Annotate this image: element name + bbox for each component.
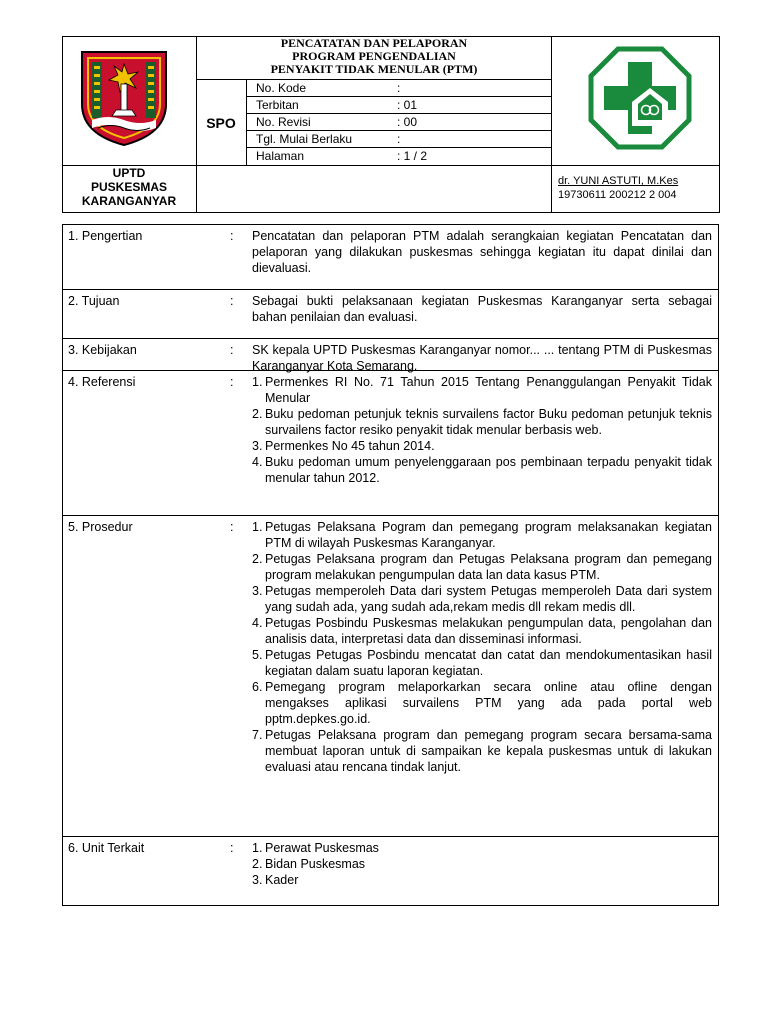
organization-name: UPTD PUSKESMAS KARANGANYAR xyxy=(81,166,177,208)
meta-row-terbitan: Terbitan : 01 xyxy=(256,98,418,112)
puskesmas-logo xyxy=(588,46,692,150)
section-label: 4. Referensi xyxy=(68,375,136,389)
section-pengertian: 1. Pengertian : Pencatatan dan pelaporan PTM adalah serangkaian kegiatan Pencatatan dan pelaporan yang dilakukan puskesmas sehingga kegiatan itu dapat dinilai dan dievaluasi. xyxy=(68,229,712,275)
list-item: 2. Petugas Pelaksana program dan Petugas Pelaksana program dan pemegang program melakukan pengumpulan data lan data kasus PTM. xyxy=(252,552,712,582)
meta-row-revisi: No. Revisi : 00 xyxy=(256,115,418,129)
procedure-list xyxy=(252,519,712,775)
section-text: Sebagai bukti pelaksanaan kegiatan Puskesmas Karanganyar serta sebagai bahan penilaian dan evaluasi. xyxy=(252,294,712,324)
section-prosedur: 5. Prosedur : 1. Petugas Pelaksana Pogram dan pemegang program melaksanakan kegiatan PTM di wilayah Puskesmas Karanganyar. 2. Petugas Pelaksana program dan Petugas Pelaksana program dan pemegang program melakukan pengumpulan data lan data kasus PTM. 3. Petugas memperoleh Data dari system Petugas memperoleh Data dari system yang sudah ada, yang sudah ada,rekam medis dll rekam medis dll. 4. Petugas Posbindu Puskesmas melakukan pengumpulan data, pengolahan dan analisis data, interpretasi data dan disseminasi informasi. 5. Petugas Petugas Posbindu mencatat dan catat dan mendokumentasikan hasil kegiatan dalam suatu laporan kegiatan. 6. Pemegang program melaporkarkan secara online atau ofline dengan mengakses aplikasi survailens PTM yang ada pada portal web pptm.depkes.go.id. 7. Petugas Pelaksana program dan pemegang program secara bersama-sama membuat laporan untuk di sampaikan ke kepala puskesmas untuk di lakukan evaluasi atau rencana tindak lanjut. xyxy=(68,520,712,774)
list-item: 3. Kader xyxy=(252,873,299,887)
list-item: 1. Permenkes RI No. 71 Tahun 2015 Tentang Penanggulangan Penyakit Tidak Menular xyxy=(252,375,712,405)
section-label: 6. Unit Terkait xyxy=(68,841,145,855)
list-item: 3. Petugas memperoleh Data dari system Petugas memperoleh Data dari system yang sudah ada, yang sudah ada,rekam medis dll rekam medis dll. xyxy=(252,584,712,614)
list-item: 1. Petugas Pelaksana Pogram dan pemegang program melaksanakan kegiatan PTM di wilayah Puskesmas Karanganyar. xyxy=(252,520,712,550)
section-unit-terkait: 6. Unit Terkait : 1. Perawat Puskesmas 2. Bidan Puskesmas 3. Kader xyxy=(62,837,719,905)
meta-row-halaman: Halaman : 1 / 2 xyxy=(256,149,428,163)
document-title: PENCATATAN DAN PELAPORAN PROGRAM PENGENDALIAN PENYAKIT TIDAK MENULAR (PTM) xyxy=(270,36,478,76)
signatory-name: dr. YUNI ASTUTI, M.Kes xyxy=(558,175,679,187)
section-label: 3. Kebijakan xyxy=(68,343,137,357)
list-item: 1. Perawat Puskesmas xyxy=(252,841,379,855)
reference-list xyxy=(252,374,712,486)
unit-list xyxy=(252,840,712,888)
list-item: 2. Bidan Puskesmas xyxy=(252,857,366,871)
meta-row-kode: No. Kode : xyxy=(256,81,401,95)
list-item: 2. Buku pedoman petunjuk teknis survailens factor Buku pedoman petunjuk teknis survailens factor resiko penyakit tidak menular berbasis web. xyxy=(252,407,712,437)
list-item: 6. Pemegang program melaporkarkan secara online atau ofline dengan mengakses aplikasi survailens PTM yang ada pada portal web pptm.depkes.go.id. xyxy=(252,680,712,726)
list-item: 3. Permenkes No 45 tahun 2014. xyxy=(252,439,435,453)
list-item: 5. Petugas Petugas Posbindu mencatat dan catat dan mendokumentasikan hasil kegiatan dalam suatu laporan kegiatan. xyxy=(252,648,712,678)
section-text: Pencatatan dan pelaporan PTM adalah serangkaian kegiatan Pencatatan dan pelaporan yang dilakukan puskesmas sehingga kegiatan itu dapat dinilai dan dievaluasi. xyxy=(252,229,712,275)
signatory xyxy=(552,165,720,212)
section-kebijakan: 3. Kebijakan : SK kepala UPTD Puskesmas Karanganyar nomor... ... tentang PTM di Puskesmas Karanganyar Kota Semarang. xyxy=(68,343,712,373)
section-label: 2. Tujuan xyxy=(68,294,120,308)
section-text: SK kepala UPTD Puskesmas Karanganyar nomor... ... tentang PTM di Puskesmas Karanganyar Kota Semarang. xyxy=(252,343,712,373)
meta-row-tgl-berlaku: Tgl. Mulai Berlaku : xyxy=(256,132,401,146)
section-tujuan: 2. Tujuan : Sebagai bukti pelaksanaan kegiatan Puskesmas Karanganyar serta sebagai bahan penilaian dan evaluasi. xyxy=(68,294,712,324)
list-item: 4. Petugas Posbindu Puskesmas melakukan pengumpulan data, pengolahan dan analisis data, interpretasi data dan disseminasi informasi. xyxy=(252,616,712,646)
city-emblem-logo xyxy=(78,48,170,148)
list-item: 7. Petugas Pelaksana program dan pemegang program secara bersama-sama membuat laporan untuk di sampaikan ke kepala puskesmas untuk di lakukan evaluasi atau rencana tindak lanjut. xyxy=(252,728,712,774)
section-label: 1. Pengertian xyxy=(68,229,143,243)
spo-label: SPO xyxy=(206,114,236,131)
section-referensi: 4. Referensi : 1. Permenkes RI No. 71 Tahun 2015 Tentang Penanggulangan Penyakit Tidak Menular 2. Buku pedoman petunjuk teknis survailens factor Buku pedoman petunjuk teknis survailens factor resiko penyakit tidak menular berbasis web. 3. Permenkes No 45 tahun 2014. 4. Buku pedoman umum penyelenggaraan pos pembinaan terpadu penyakit tidak menular tahun 2012. xyxy=(68,375,712,485)
section-label: 5. Prosedur xyxy=(68,520,133,534)
signatory-nip: 19730611 200212 2 004 xyxy=(558,189,677,201)
list-item: 4. Buku pedoman umum penyelenggaraan pos pembinaan terpadu penyakit tidak menular tahun 2012. xyxy=(252,455,712,485)
